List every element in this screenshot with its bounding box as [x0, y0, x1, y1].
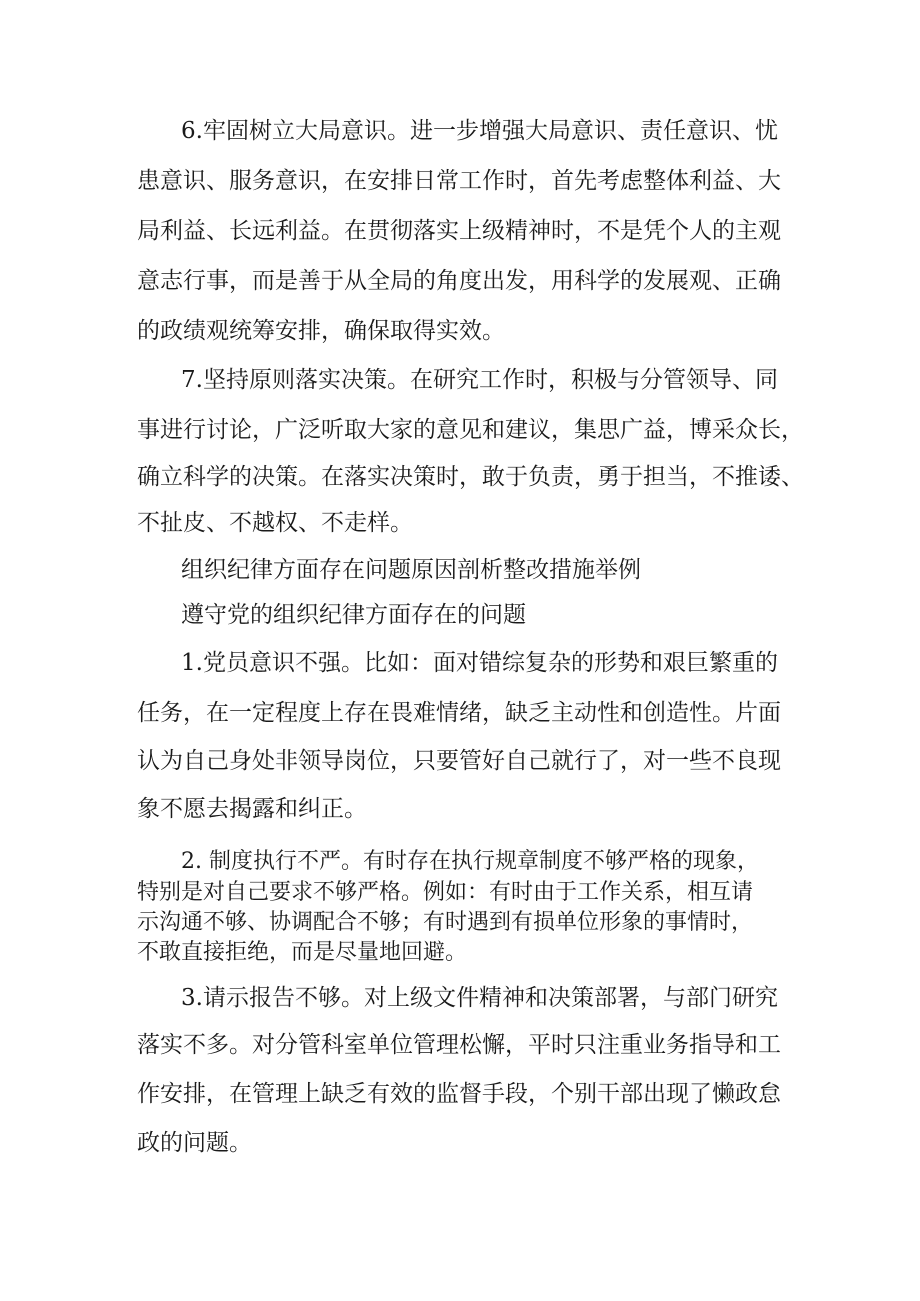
- item-3-line-1: 3.请示报告不够。对上级文件精神和决策部署，与部门研究: [181, 985, 778, 1011]
- item-1-line-1: 1.党员意识不强。比如：面对错综复杂的形势和艰巨繁重的: [181, 650, 778, 676]
- item-3-line-3: 作安排，在管理上缺乏有效的监督手段，个别干部出现了懒政怠: [137, 1081, 781, 1107]
- item-1-line-3: 认为自己身处非领导岗位，只要管好自己就行了，对一些不良现: [137, 748, 781, 774]
- section-6-line-4: 意志行事，而是善于从全局的角度出发，用科学的发展观、正确: [137, 268, 781, 294]
- section-7-line-3: 确立科学的决策。在落实决策时，敢于负责，勇于担当，不推诿、: [137, 464, 804, 490]
- item-1-line-4: 象不愿去揭露和纠正。: [137, 796, 367, 822]
- section-6-line-3: 局利益、长远利益。在贯彻落实上级精神时，不是凭个人的主观: [137, 218, 781, 244]
- item-2-line-3: 示沟通不够、协调配合不够；有时遇到有损单位形象的事情时，: [137, 910, 754, 935]
- section-7-line-2: 事进行讨论，广泛听取大家的意见和建议，集思广益，博采众长，: [137, 417, 804, 443]
- section-title: 组织纪律方面存在问题原因剖析整改措施举例: [181, 557, 641, 583]
- item-1-line-2: 任务，在一定程度上存在畏难情绪，缺乏主动性和创造性。片面: [137, 700, 781, 726]
- item-2-line-1: 2. 制度执行不严。有时存在执行规章制度不够严格的现象，: [181, 849, 759, 874]
- item-3-line-2: 落实不多。对分管科室单位管理松懈，平时只注重业务指导和工: [137, 1032, 781, 1058]
- section-6-line-2: 患意识、服务意识，在安排日常工作时，首先考虑整体利益、大: [137, 168, 781, 194]
- item-2-line-4: 不敢直接拒绝，而是尽量地回避。: [137, 940, 468, 965]
- item-3-line-4: 政的问题。: [137, 1130, 252, 1156]
- item-2-line-2: 特别是对自己要求不够严格。例如：有时由于工作关系，相互请: [137, 880, 754, 905]
- section-6-line-1: 6.牢固树立大局意识。进一步增强大局意识、责任意识、忧: [181, 118, 778, 144]
- section-subtitle: 遵守党的组织纪律方面存在的问题: [181, 602, 526, 628]
- section-7-line-4: 不扯皮、不越权、不走样。: [137, 510, 413, 536]
- section-7-line-1: 7.坚持原则落实决策。在研究工作时，积极与分管领导、同: [181, 367, 778, 393]
- section-6-line-5: 的政绩观统筹安排，确保取得实效。: [137, 318, 505, 344]
